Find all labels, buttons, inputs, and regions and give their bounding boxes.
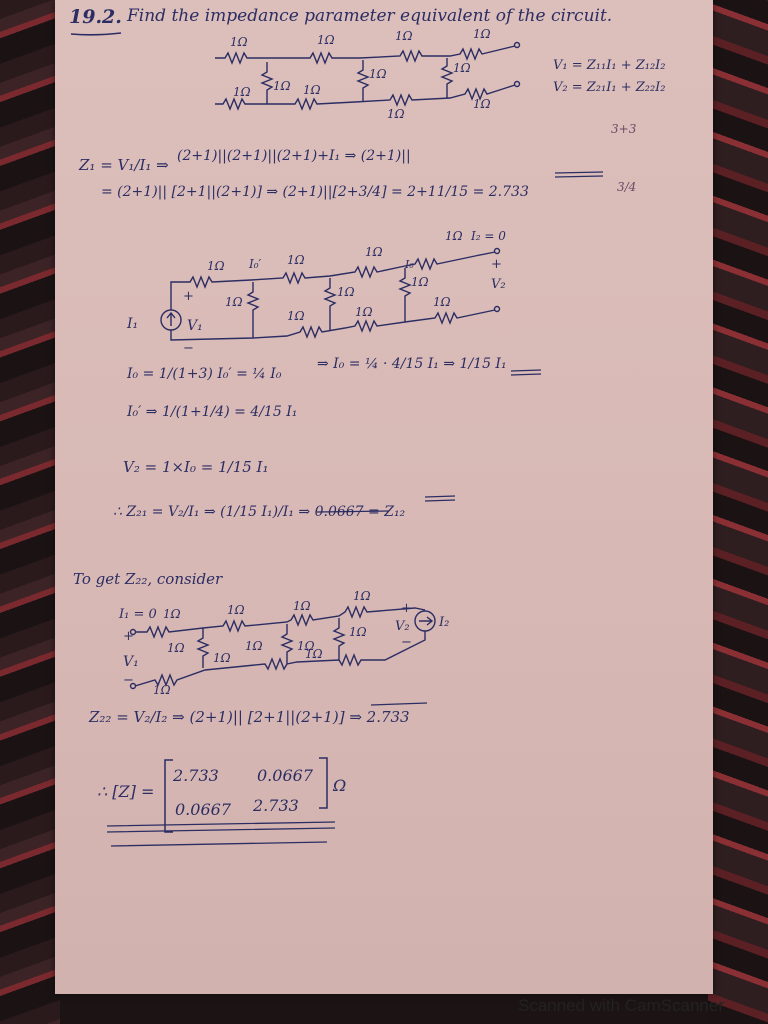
ohm-label: 1Ω (353, 589, 371, 603)
ohm-label: 1Ω (473, 97, 491, 111)
i0-step-line1: I₀ = 1/(1+3) I₀′ = ¼ I₀ (127, 366, 282, 382)
ohm-label: 1Ω (433, 295, 451, 309)
z22-intro: To get Z₂₂, consider (73, 570, 223, 588)
i0-step-line2: I₀′ ⇒ 1/(1+1/4) = 4/15 I₁ (127, 404, 298, 420)
i2-zero-label: I₂ = 0 (471, 229, 506, 243)
ohm-label: 1Ω (230, 35, 248, 49)
v2-step: V₂ = 1×I₀ = 1/15 I₁ (123, 458, 269, 476)
ohm-label: 1Ω (227, 603, 245, 617)
z11-step-line1: (2+1)||(2+1)||(2+1)+I₁ ⇒ (2+1)|| (177, 148, 411, 164)
ohm-label: 1Ω (445, 229, 463, 243)
matrix-cell: 2.733 (173, 766, 219, 785)
equation-v2: V₂ = Z₂₁I₁ + Z₂₂I₂ (553, 80, 666, 95)
i2-label: I₂ (439, 615, 450, 630)
i1-label: I₁ (127, 316, 139, 332)
ohm-label: 1Ω (233, 85, 251, 99)
i0-label: I₀ (405, 258, 414, 271)
ohm-label: 1Ω (167, 641, 185, 655)
ohm-label: 1Ω (225, 295, 243, 309)
ohm-label: 1Ω (355, 305, 373, 319)
z11-step-line2: = (2+1)|| [2+1||(2+1)] ⇒ (2+1)||[2+3/4] = 2+11/15 = 2.733 (101, 184, 529, 200)
problem-title: Find the impedance parameter equivalent of the circuit. (127, 6, 613, 26)
ohm-label: 1Ω (207, 259, 225, 273)
ohm-label: 1Ω (287, 253, 305, 267)
ohm-label: 1Ω (411, 275, 429, 289)
ohm-label: 1Ω (305, 647, 323, 661)
background-left (0, 0, 60, 1024)
ohm-label: 1Ω (337, 285, 355, 299)
ohm-label: 1Ω (473, 27, 491, 41)
i0-step-line1b: ⇒ I₀ = ¼ · 4/15 I₁ ⇒ 1/15 I₁ (317, 356, 507, 372)
ohm-label: 1Ω (153, 683, 171, 697)
v2-label: V₂ (395, 619, 410, 634)
z21-step: ∴ Z₂₁ = V₂/I₁ ⇒ (1/15 I₁)/I₁ ⇒ 0.0667 = Z₁₂ (113, 504, 406, 520)
result-unit: Ω (333, 776, 347, 795)
ohm-label: 1Ω (453, 61, 471, 75)
result-lhs: ∴ [Z] = (97, 782, 155, 801)
v1-label: V₁ (123, 654, 139, 670)
ohm-label: 1Ω (287, 309, 305, 323)
equation-v1: V₁ = Z₁₁I₁ + Z₁₂I₂ (553, 58, 666, 73)
background-right (708, 0, 768, 1024)
minus-label: − (401, 635, 412, 650)
matrix-cell: 2.733 (253, 796, 299, 815)
z11-step-label: Z₁ = V₁/I₁ ⇒ (79, 156, 169, 174)
minus-label: − (123, 673, 134, 688)
notebook-page (55, 0, 713, 994)
ohm-label: 1Ω (317, 33, 335, 47)
ohm-label: 1Ω (349, 625, 367, 639)
plus-label: + (123, 629, 134, 644)
v1-label: V₁ (187, 318, 203, 334)
i0-prime-label: I₀′ (249, 257, 262, 271)
camscanner-watermark: Scanned with CamScanner (517, 996, 724, 1015)
ohm-label: 1Ω (303, 83, 321, 97)
minus-label: − (183, 341, 194, 356)
plus-label: + (491, 257, 502, 272)
z22-step: Z₂₂ = V₂/I₂ ⇒ (2+1)|| [2+1||(2+1)] ⇒ 2.733 (89, 708, 410, 726)
ohm-label: 1Ω (395, 29, 413, 43)
problem-number: 19.2. (69, 6, 122, 28)
matrix-cell: 0.0667 (175, 800, 231, 819)
ohm-label: 1Ω (293, 599, 311, 613)
i1-zero-label: I₁ = 0 (119, 607, 157, 622)
margin-note: 3+3 (611, 122, 637, 136)
ohm-label: 1Ω (387, 107, 405, 121)
matrix-cell: 0.0667 (257, 766, 313, 785)
plus-label: + (401, 601, 412, 616)
ohm-label: 1Ω (163, 607, 181, 621)
ohm-label: 1Ω (273, 79, 291, 93)
ohm-label: 1Ω (245, 639, 263, 653)
ohm-label: 1Ω (365, 245, 383, 259)
ohm-label: 1Ω (213, 651, 231, 665)
margin-note: 3/4 (617, 180, 637, 194)
v2-label: V₂ (491, 277, 506, 292)
ohm-label: 1Ω (297, 639, 315, 653)
plus-label: + (183, 289, 194, 304)
ohm-label: 1Ω (369, 67, 387, 81)
